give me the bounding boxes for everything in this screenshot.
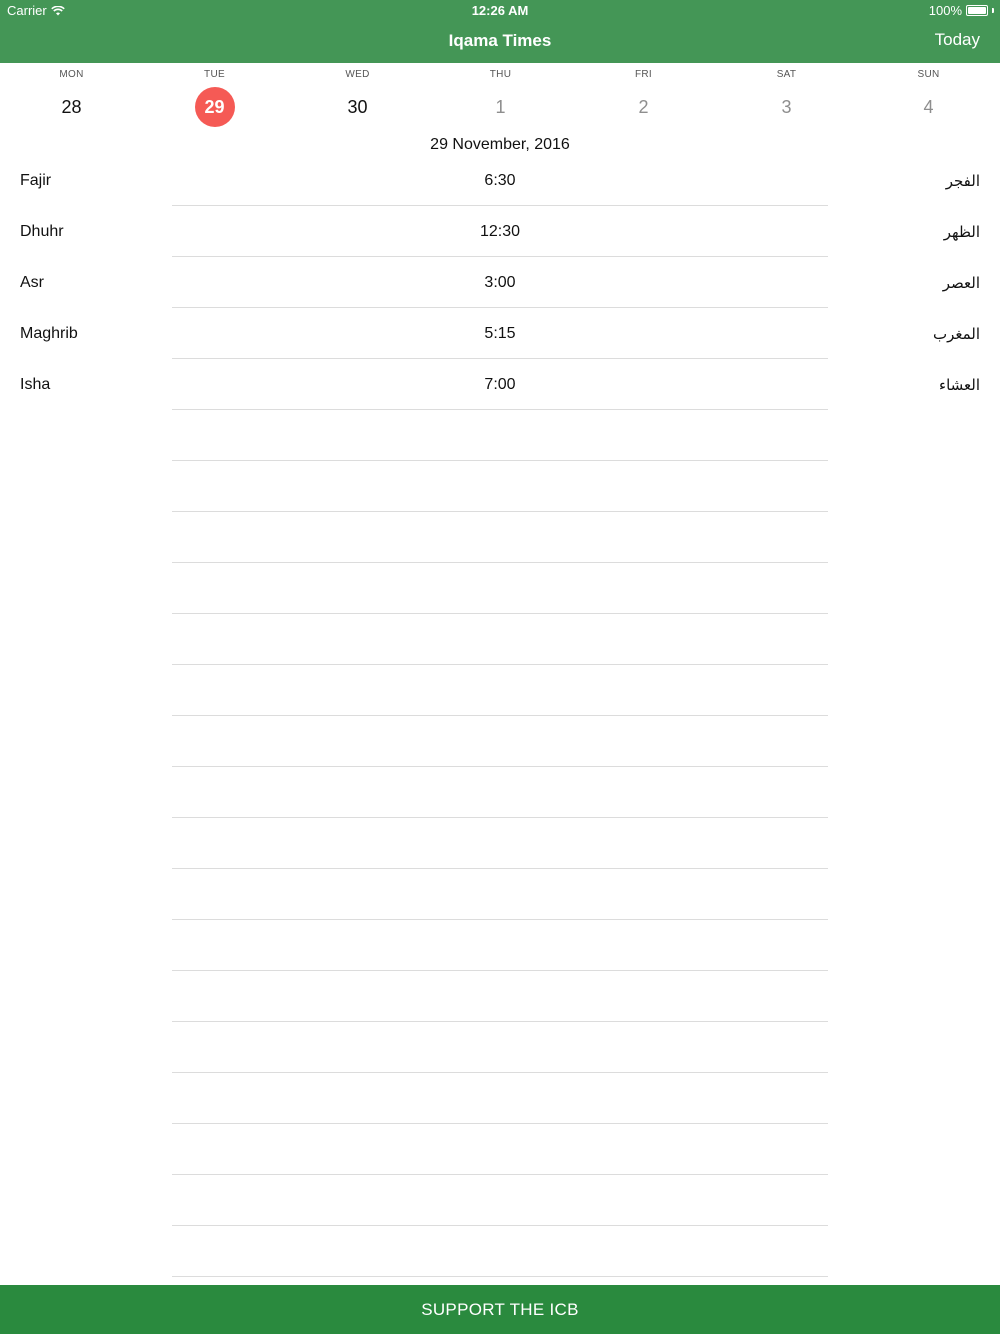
prayer-time: 6:30 — [484, 172, 516, 189]
day-sat[interactable] — [715, 63, 858, 133]
day-sun[interactable] — [857, 63, 1000, 133]
day-name: SAT — [776, 69, 797, 80]
empty-row — [0, 920, 1000, 971]
row-divider — [172, 1276, 828, 1277]
day-name: MON — [59, 69, 84, 80]
prayer-name: Isha — [20, 376, 51, 393]
empty-row — [0, 461, 1000, 512]
prayer-time: 5:15 — [484, 325, 516, 342]
day-number[interactable]: 30 — [347, 97, 368, 117]
prayer-row — [0, 257, 1000, 308]
empty-row — [0, 818, 1000, 869]
empty-row — [0, 971, 1000, 1022]
prayer-name-arabic: المغرب — [932, 325, 980, 343]
prayer-time: 7:00 — [484, 376, 516, 393]
prayer-name: Asr — [20, 274, 44, 291]
empty-row — [0, 512, 1000, 563]
day-thu[interactable] — [429, 63, 572, 133]
prayer-time: 3:00 — [484, 274, 516, 291]
prayer-time: 12:30 — [479, 223, 521, 240]
prayer-name: Dhuhr — [20, 223, 64, 240]
prayer-name-arabic: الظهر — [943, 223, 980, 241]
day-name: WED — [345, 69, 370, 80]
empty-row — [0, 410, 1000, 461]
day-number[interactable]: 3 — [781, 97, 792, 117]
empty-row — [0, 614, 1000, 665]
prayer-name: Maghrib — [20, 325, 78, 342]
day-name: TUE — [204, 69, 225, 80]
page-title: Iqama Times — [448, 31, 552, 50]
empty-row — [0, 1073, 1000, 1124]
empty-row — [0, 1124, 1000, 1175]
empty-row — [0, 716, 1000, 767]
prayer-name-arabic: العصر — [942, 274, 980, 292]
day-number[interactable]: 2 — [638, 97, 649, 117]
prayer-row — [0, 359, 1000, 410]
day-name: THU — [489, 69, 512, 80]
battery-percent: 100% — [928, 3, 962, 18]
empty-row — [0, 869, 1000, 920]
day-name: FRI — [634, 69, 652, 80]
battery-icon — [966, 5, 988, 16]
week-strip — [0, 63, 1000, 133]
prayer-times-list — [0, 155, 1000, 1277]
prayer-row — [0, 206, 1000, 257]
support-the-icb-button[interactable]: SUPPORT THE ICB — [0, 1285, 1000, 1334]
empty-row — [0, 1226, 1000, 1277]
status-bar — [0, 0, 1000, 20]
prayer-row — [0, 308, 1000, 359]
carrier-label: Carrier — [7, 3, 47, 18]
prayer-row — [0, 155, 1000, 206]
day-number[interactable]: 1 — [495, 97, 506, 117]
prayer-name-arabic: الفجر — [945, 172, 980, 190]
day-fri[interactable] — [572, 63, 715, 133]
empty-row — [0, 1022, 1000, 1073]
day-number[interactable]: 28 — [61, 97, 82, 117]
day-tue[interactable] — [143, 63, 286, 133]
day-mon[interactable] — [0, 63, 143, 133]
battery-indicator — [929, 3, 994, 18]
prayer-name: Fajir — [20, 172, 52, 189]
today-button[interactable]: Today — [934, 30, 980, 49]
empty-row — [0, 665, 1000, 716]
empty-row — [0, 1175, 1000, 1226]
selected-day-number[interactable]: 29 — [195, 87, 235, 127]
empty-row — [0, 563, 1000, 614]
selected-date-label: 29 November, 2016 — [430, 136, 570, 153]
prayer-name-arabic: العشاء — [939, 376, 980, 394]
day-name: SUN — [917, 69, 940, 80]
navigation-header — [0, 0, 1000, 63]
status-time: 12:26 AM — [471, 3, 529, 18]
day-number[interactable]: 4 — [923, 97, 934, 117]
empty-row — [0, 767, 1000, 818]
day-wed[interactable] — [286, 63, 429, 133]
